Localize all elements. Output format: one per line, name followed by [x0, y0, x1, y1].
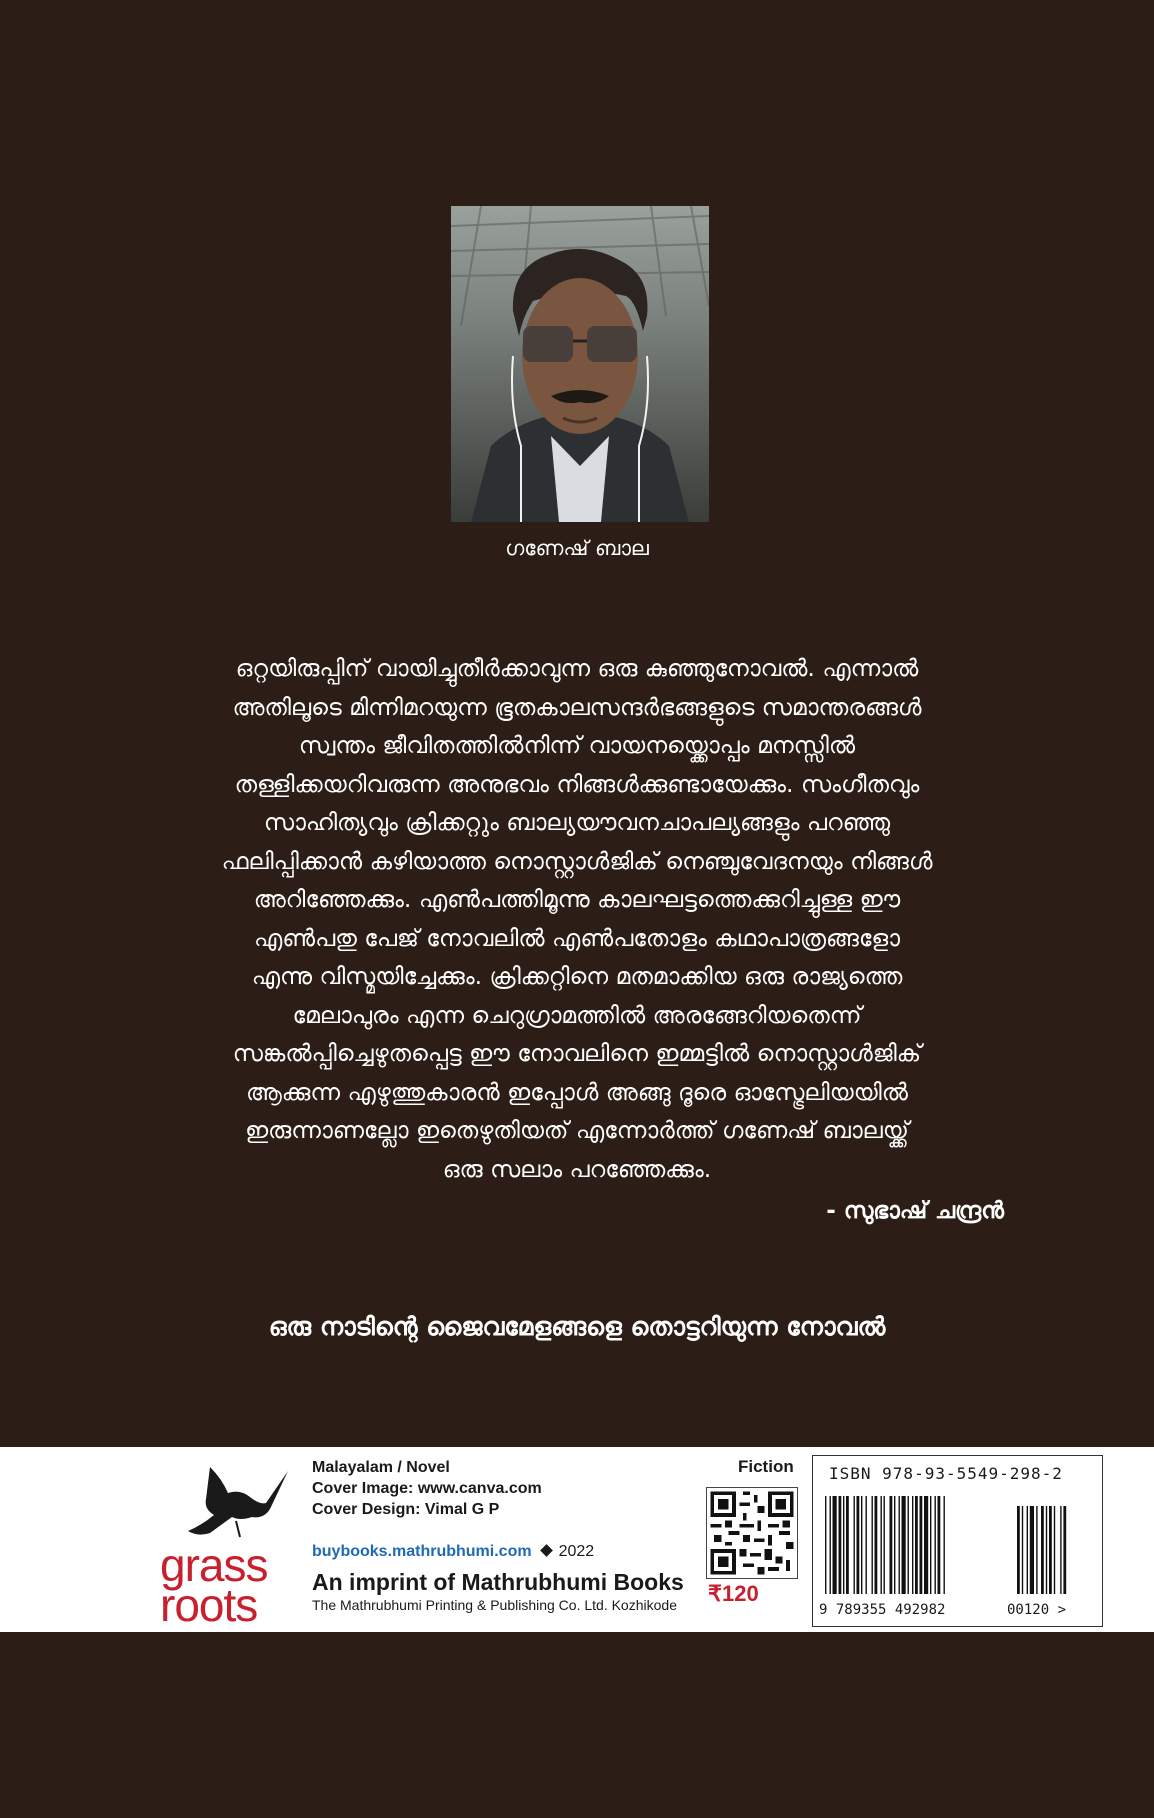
blurb-line: എന്നു വിസ്മയിച്ചേക്കും. ക്രിക്കറ്റിനെ മതമാക്കിയ ഒരു രാജ്യത്തെ: [251, 962, 903, 990]
author-portrait-photo: [451, 206, 709, 522]
publication-year: 2022: [558, 1543, 595, 1560]
price: ₹120: [708, 1581, 759, 1606]
author-name: ഗണേഷ് ബാല: [505, 536, 649, 560]
isbn-number: ISBN 978-93-5549-298-2: [829, 1464, 1063, 1483]
blurb-line: എൺപതു പേജ് നോവലിൽ എൺപതോളം കഥാപാത്രങ്ങളോ: [253, 923, 901, 952]
isbn-barcode: [812, 1455, 1103, 1627]
logo-line-grass: grass: [160, 1539, 268, 1591]
barcode-bars: [821, 1496, 1095, 1600]
author-photo: [451, 206, 709, 522]
blurb-line: ഇരുന്നാണല്ലോ ഇതെഴുതിയത് എന്നോർത്ത് ഗണേഷ് ബാലയ്ക്ക്: [245, 1116, 909, 1144]
credit-category: Malayalam / Novel: [312, 1459, 450, 1476]
tagline: ഒരു നാടിന്റെ ജൈവമേളങ്ങളെ തൊട്ടറിയുന്ന നോവൽ: [268, 1312, 886, 1341]
hummingbird-icon: [180, 1459, 290, 1539]
reviewer-name: - സുഭാഷ് ചന്ദ്രൻ: [826, 1198, 1004, 1224]
blurb-line: സ്വന്തം ജീവിതത്തിൽനിന്ന് വായനയ്ക്കൊപ്പം മനസ്സിൽ: [298, 731, 856, 759]
barcode-addon-digits: 00120 >: [1007, 1602, 1067, 1618]
blurb-line: അതിലൂടെ മിന്നിമറയുന്ന ഭൂതകാലസന്ദർഭങ്ങളുടെ സമാന്തരങ്ങൾ: [232, 692, 922, 721]
qr-code-icon: [707, 1488, 797, 1578]
diamond-icon: [540, 1544, 553, 1557]
blurb-line: സാഹിത്യവും ക്രിക്കറ്റും ബാല്യയൗവനചാപല്യങ്ങളും പറഞ്ഞു: [263, 808, 891, 836]
logo-line-roots: roots: [160, 1579, 258, 1631]
credit-cover-image: Cover Image: www.canva.com: [312, 1480, 542, 1497]
barcode-icon: [821, 1496, 1095, 1600]
blurb-line: മേലാപുരം എന്ന ചെറുഗ്രാമത്തിൽ അരങ്ങേറിയതെന്ന്: [292, 1000, 862, 1029]
publisher-strip: [0, 1447, 1154, 1632]
blurb-line: തള്ളിക്കയറിവരുന്ന അനുഭവം നിങ്ങൾക്കുണ്ടായേക്കും. സംഗീതവും: [234, 769, 920, 798]
blurb-line: അറിഞ്ഞേക്കും. എൺപത്തിമൂന്നു കാലഘട്ടത്തെക്കുറിച്ചുള്ള ഈ: [253, 885, 901, 913]
grassroots-logo: [160, 1459, 300, 1631]
website-link[interactable]: buybooks.mathrubhumi.com: [312, 1543, 532, 1560]
blurb-line: ഫലിപ്പിക്കാൻ കഴിയാത്ത നൊസ്റ്റാൾജിക് നെഞ്ചുവേദനയും നിങ്ങൾ: [221, 846, 933, 875]
book-credits: [312, 1457, 542, 1520]
genre-label: Fiction: [738, 1457, 794, 1476]
blurb-line: ഒറ്റയിരുപ്പിന് വായിച്ചുതീർക്കാവുന്ന ഒരു കുഞ്ഞുനോവൽ. എന്നാൽ: [235, 654, 919, 682]
blurb-text: [150, 649, 1004, 1188]
publisher-name: The Mathrubhumi Printing & Publishing Co. Ltd. Kozhikode: [312, 1597, 677, 1613]
barcode-main-digits: 9 789355 492982: [819, 1602, 946, 1618]
qr-code[interactable]: [706, 1487, 798, 1579]
blurb-line: ആക്കുന്ന എഴുത്തുകാരൻ ഇപ്പോൾ അങ്ങു ദൂരെ ഓസ്ട്രേലിയയിൽ: [246, 1077, 908, 1106]
imprint-line: An imprint of Mathrubhumi Books: [312, 1569, 684, 1595]
credit-cover-design: Cover Design: Vimal G P: [312, 1501, 500, 1518]
website-line: [312, 1543, 594, 1561]
blurb-line: സങ്കൽപ്പിച്ചെഴുതപ്പെട്ട ഈ നോവലിനെ ഇമ്മട്ടിൽ നൊസ്റ്റാൾജിക്: [232, 1039, 922, 1067]
blurb-line: ഒരു സലാം പറഞ്ഞേക്കും.: [442, 1154, 712, 1183]
